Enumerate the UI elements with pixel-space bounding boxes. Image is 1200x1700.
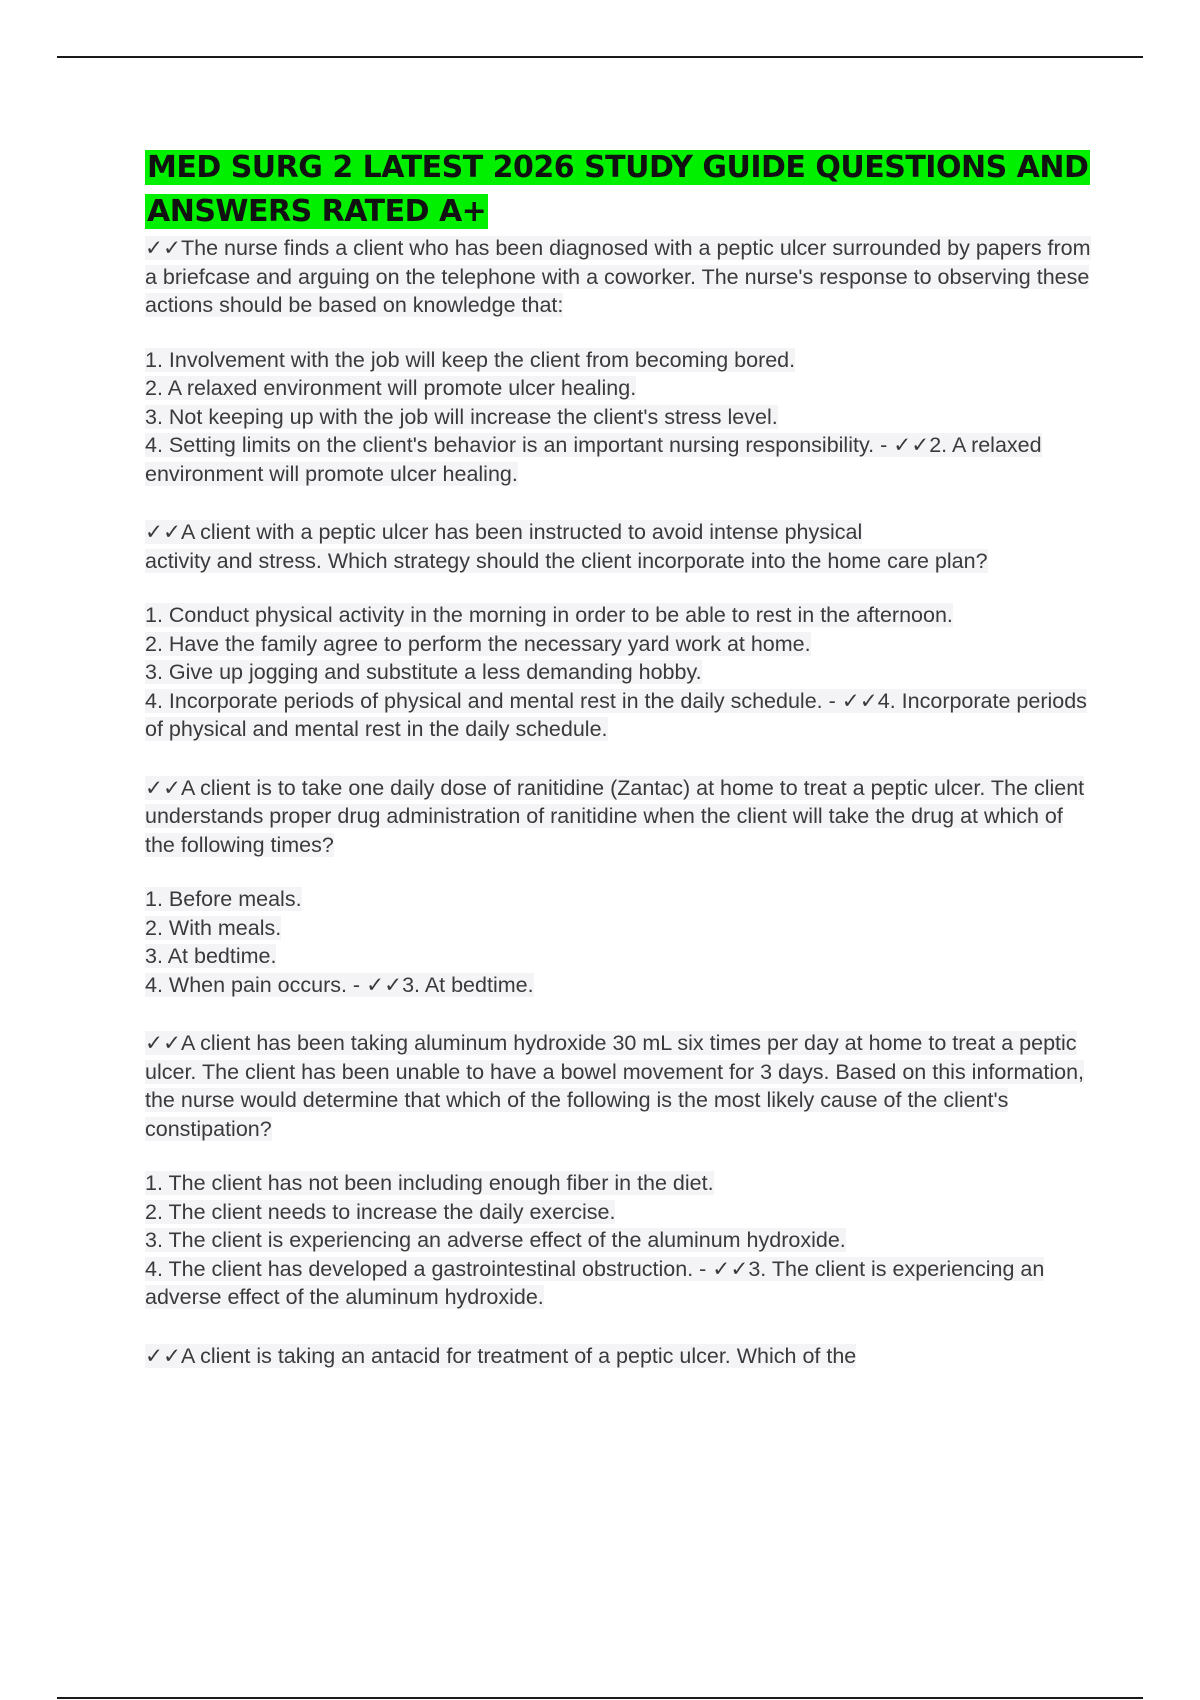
option-item-answer: 4. Setting limits on the client's behavior is an important nursing responsibility. - ✓✓2. A relaxed environment will promote ulcer healing. (145, 433, 1042, 486)
option-item: 1. Involvement with the job will keep the client from becoming bored. (145, 347, 796, 372)
option-item: 2. The client needs to increase the daily exercise. (145, 1199, 616, 1224)
option-item-answer: 4. Incorporate periods of physical and mental rest in the daily schedule. - ✓✓4. Incorporate periods of physical and mental rest in the daily schedule. (145, 688, 1087, 741)
option-item: 2. Have the family agree to perform the necessary yard work at home. (145, 631, 811, 656)
question-text: ✓✓The nurse finds a client who has been diagnosed with a peptic ulcer surrounded by papers from a briefcase and arguing on the telephone with a coworker. The nurse's response to observing these actions should be based on knowledge that: (145, 236, 1091, 317)
option-list (145, 601, 1095, 744)
option-list (145, 885, 1095, 999)
qa-list (145, 234, 1095, 1370)
document-title (145, 146, 1095, 234)
document-body (145, 146, 1095, 1370)
bottom-rule (57, 1697, 1143, 1699)
qa-item-4 (145, 1029, 1095, 1312)
option-item: 2. With meals. (145, 915, 282, 940)
option-item-answer: 4. The client has developed a gastrointestinal obstruction. - ✓✓3. The client is experiencing an adverse effect of the aluminum hydroxide. (145, 1256, 1045, 1309)
option-list (145, 1169, 1095, 1312)
option-item: 1. The client has not been including enough fiber in the diet. (145, 1171, 714, 1195)
option-item: 3. Not keeping up with the job will increase the client's stress level. (145, 404, 778, 429)
option-item-answer: 4. When pain occurs. - ✓✓3. At bedtime. (145, 972, 534, 997)
qa-item-3 (145, 774, 1095, 1000)
option-list (145, 346, 1095, 489)
question-text: ✓✓A client with a peptic ulcer has been instructed to avoid intense physical activity and stress. Which strategy should the client incorporate into the home care plan? (145, 520, 988, 573)
question-text: ✓✓A client is to take one daily dose of ranitidine (Zantac) at home to treat a peptic ulcer. The client understands proper drug administration of ranitidine when the client will take the drug at which of the following times? (145, 775, 1085, 857)
option-item: 2. A relaxed environment will promote ulcer healing. (145, 376, 637, 400)
title-highlight: MED SURG 2 LATEST 2026 STUDY GUIDE QUESTIONS AND ANSWERS RATED A+ (147, 150, 1089, 229)
question-text: ✓✓A client has been taking aluminum hydroxide 30 mL six times per day at home to treat a peptic ulcer. The client has been unable to have a bowel movement for 3 days. Based on this information, the nurse would determine that which of the following is the most likely cause of the client's constipation? (145, 1031, 1084, 1141)
top-rule (57, 56, 1143, 58)
question-text: ✓✓A client is taking an antacid for treatment of a peptic ulcer. Which of the (145, 1343, 857, 1368)
option-item: 3. The client is experiencing an adverse effect of the aluminum hydroxide. (145, 1228, 846, 1252)
option-item: 1. Conduct physical activity in the morning in order to be able to rest in the afternoon. (145, 603, 953, 627)
option-item: 1. Before meals. (145, 887, 302, 911)
qa-item-1 (145, 234, 1095, 488)
option-item: 3. Give up jogging and substitute a less demanding hobby. (145, 660, 702, 684)
qa-item-2 (145, 518, 1095, 744)
option-item: 3. At bedtime. (145, 944, 277, 968)
qa-item-5 (145, 1342, 1095, 1371)
